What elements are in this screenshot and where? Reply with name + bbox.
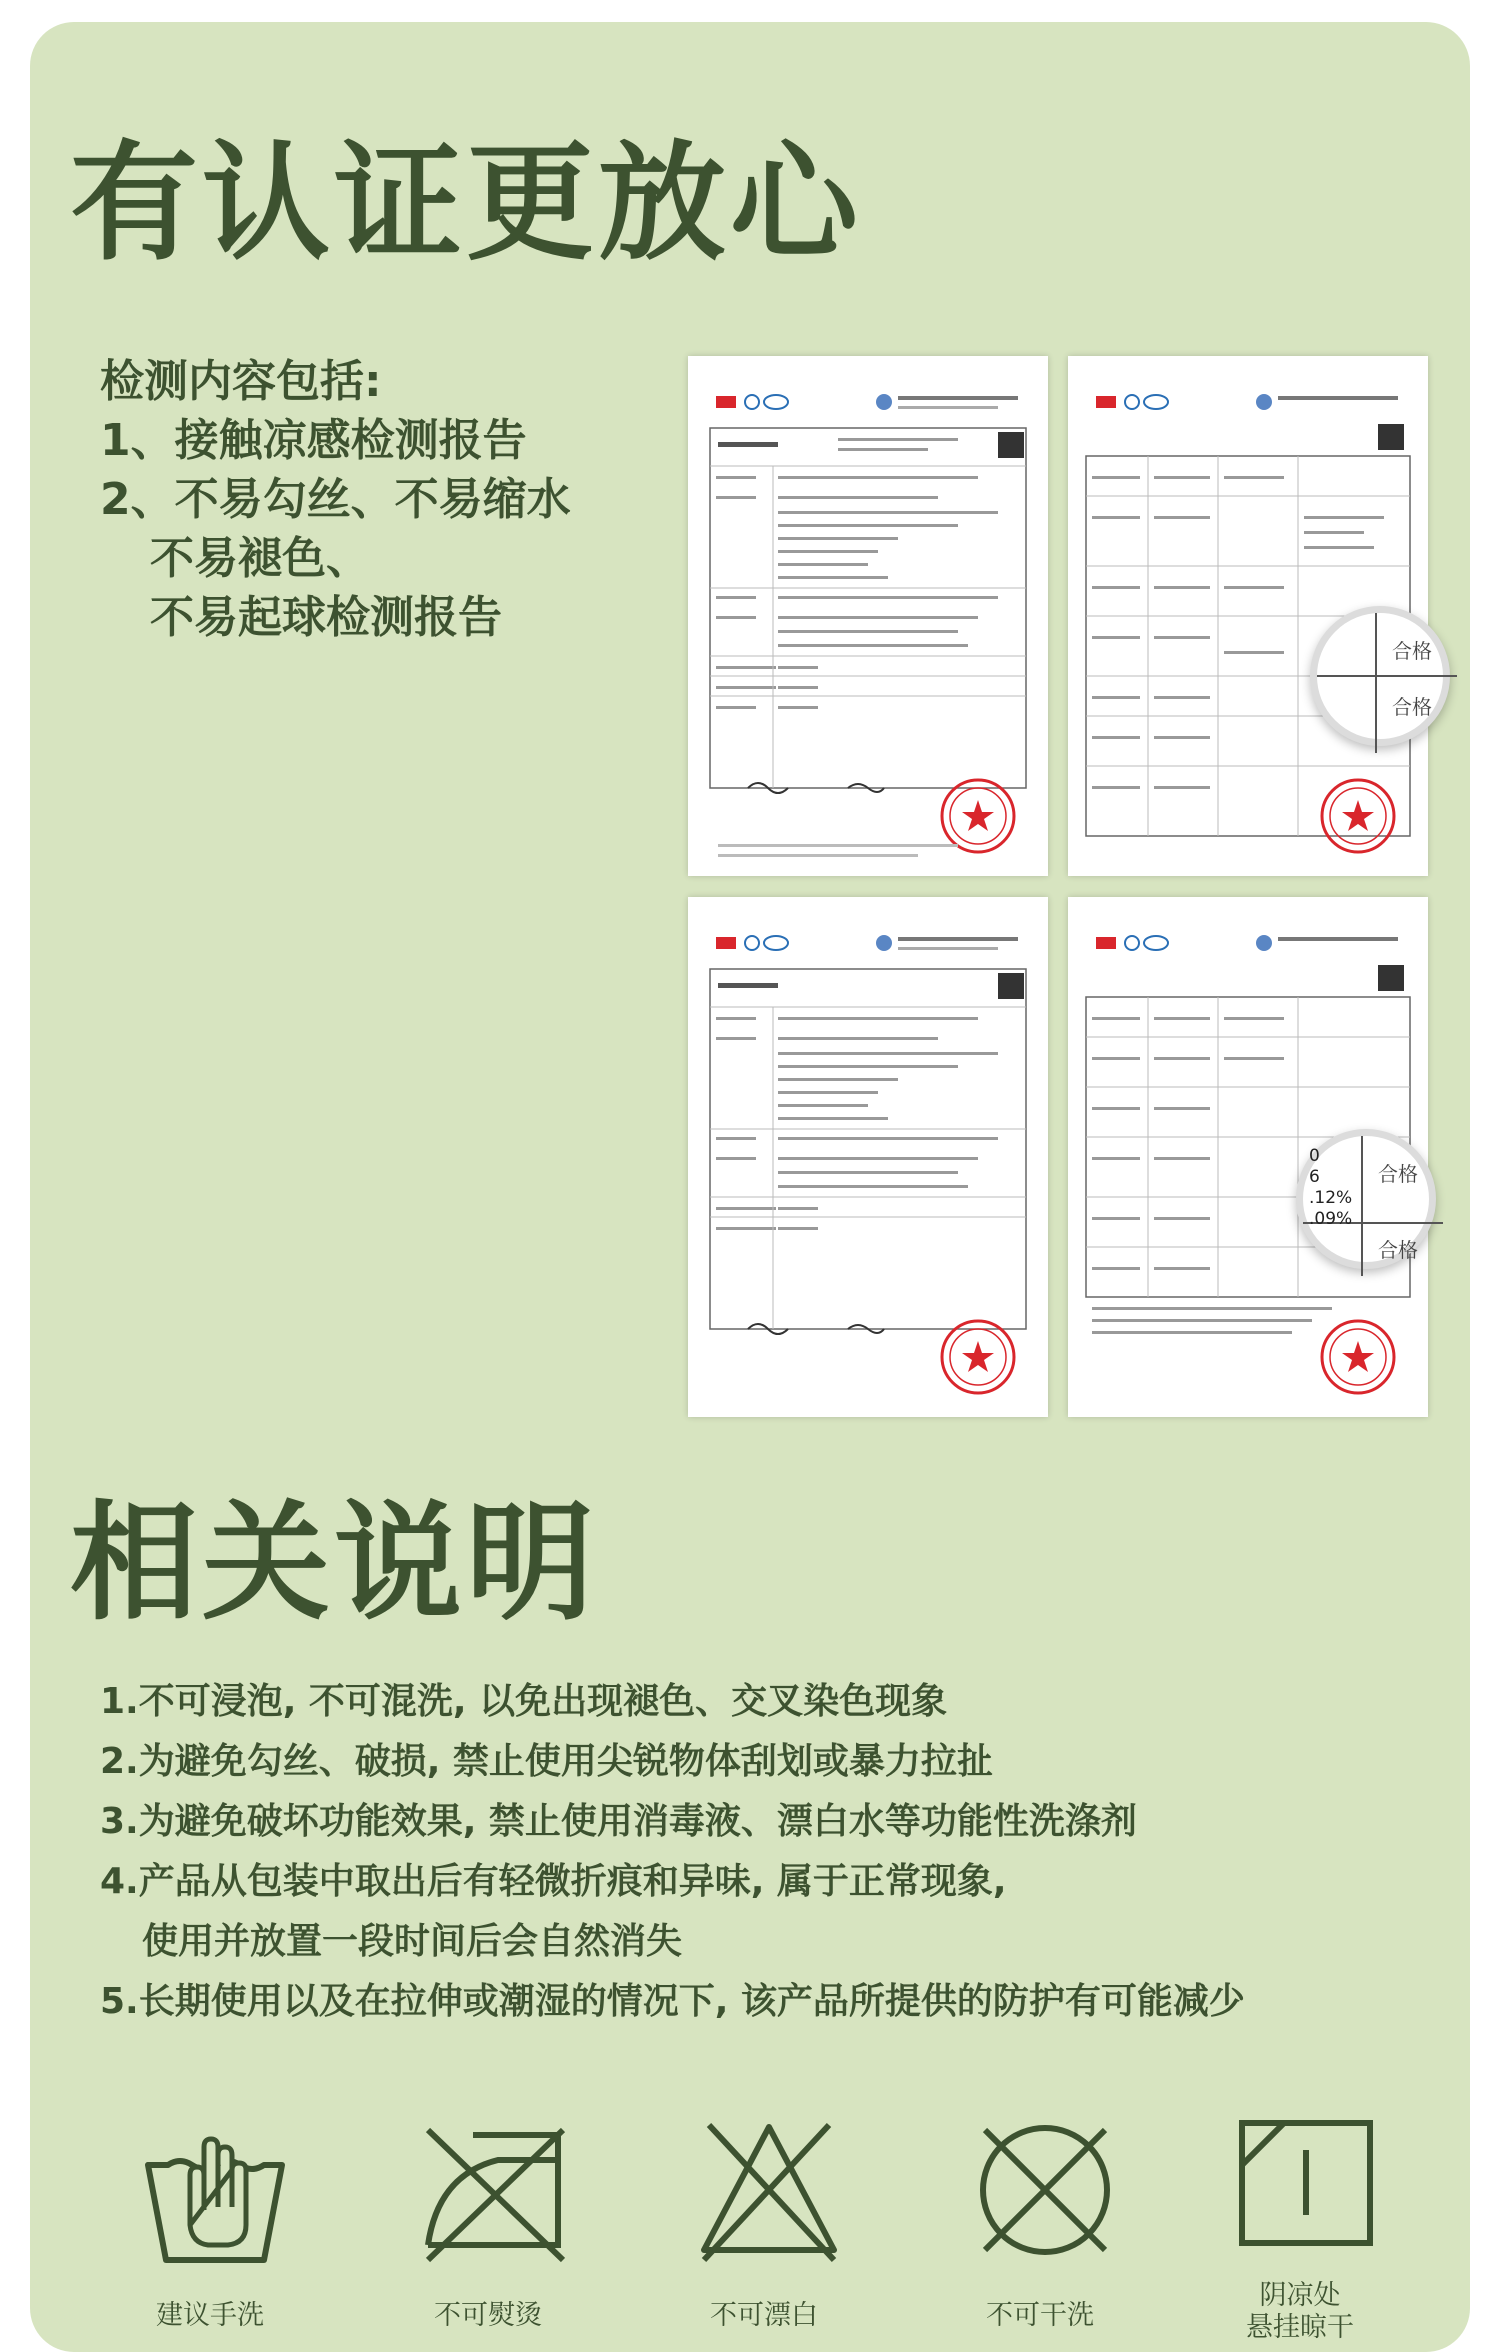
test-item: 不易起球检测报告 [150,592,502,643]
pass-label: 合格 [1378,1238,1418,1262]
instructions-title: 相关说明 [70,1489,599,1638]
pass-result-magnifier [1296,1129,1436,1269]
magnifier-grid-line [1375,613,1377,753]
care-label-text: 建议手洗 [156,2300,264,2331]
test-item: 2、不易勾丝、不易缩水 [100,474,571,525]
report-document-graphic [688,356,1048,876]
test-intro: 检测内容包括: [100,356,382,407]
pass-label: 合格 [1392,639,1432,663]
shade-dry-icon [1230,2115,1380,2265]
note-item: 2.为避免勾丝、破损, 禁止使用尖锐物体刮划或暴力拉扯 [100,1741,993,1782]
care-label-no-iron [388,2115,588,2331]
magnifier-value: .12% [1309,1188,1353,1208]
note-item: 3.为避免破坏功能效果, 禁止使用消毒液、漂白水等功能性洗涤剂 [100,1801,1137,1842]
test-content-list [100,352,660,647]
certification-title: 有认证更放心 [70,129,863,278]
care-label-text: 不可熨烫 [434,2300,542,2331]
instruction-notes [100,1672,1400,2032]
no-bleach-icon [694,2115,844,2265]
magnifier-value: 6 [1309,1167,1320,1187]
care-label-text: 不可干洗 [986,2300,1094,2331]
care-label-text: 阴凉处 [1259,2280,1341,2311]
report-document-graphic [688,897,1048,1417]
no-iron-icon [418,2115,568,2265]
pass-result-magnifier [1310,606,1450,746]
note-item: 4.产品从包装中取出后有轻微折痕和异味, 属于正常现象, [100,1861,1007,1902]
test-item: 不易褪色、 [150,533,370,584]
pass-label: 合格 [1378,1162,1418,1186]
note-item: 使用并放置一段时间后会自然消失 [142,1921,683,1962]
magnifier-values [1309,1146,1352,1230]
hand-wash-icon [140,2115,290,2265]
test-report-thumbnail [1068,897,1428,1417]
care-label-shade-dry [1200,2115,1400,2343]
care-label-no-bleach [664,2115,864,2331]
magnifier-grid-line [1317,675,1457,677]
magnifier-value: .09% [1309,1209,1353,1229]
test-report-thumbnail [688,897,1048,1417]
test-item: 1、接触凉感检测报告 [100,415,527,466]
care-label-text: 悬挂晾干 [1246,2312,1354,2343]
test-report-thumbnail [1068,356,1432,876]
care-label-text: 不可漂白 [710,2300,818,2331]
care-label-hand-wash [110,2115,310,2331]
pass-label: 合格 [1392,695,1432,719]
magnifier-grid-line [1361,1136,1363,1276]
note-item: 5.长期使用以及在拉伸或潮湿的情况下, 该产品所提供的防护有可能减少 [100,1981,1245,2022]
test-report-thumbnail [688,356,1048,876]
care-label-no-tumble-dry [940,2115,1140,2331]
note-item: 1.不可浸泡, 不可混洗, 以免出现褪色、交叉染色现象 [100,1681,948,1722]
magnifier-value: 0 [1309,1146,1320,1166]
no-tumble-dry-icon [970,2115,1120,2265]
